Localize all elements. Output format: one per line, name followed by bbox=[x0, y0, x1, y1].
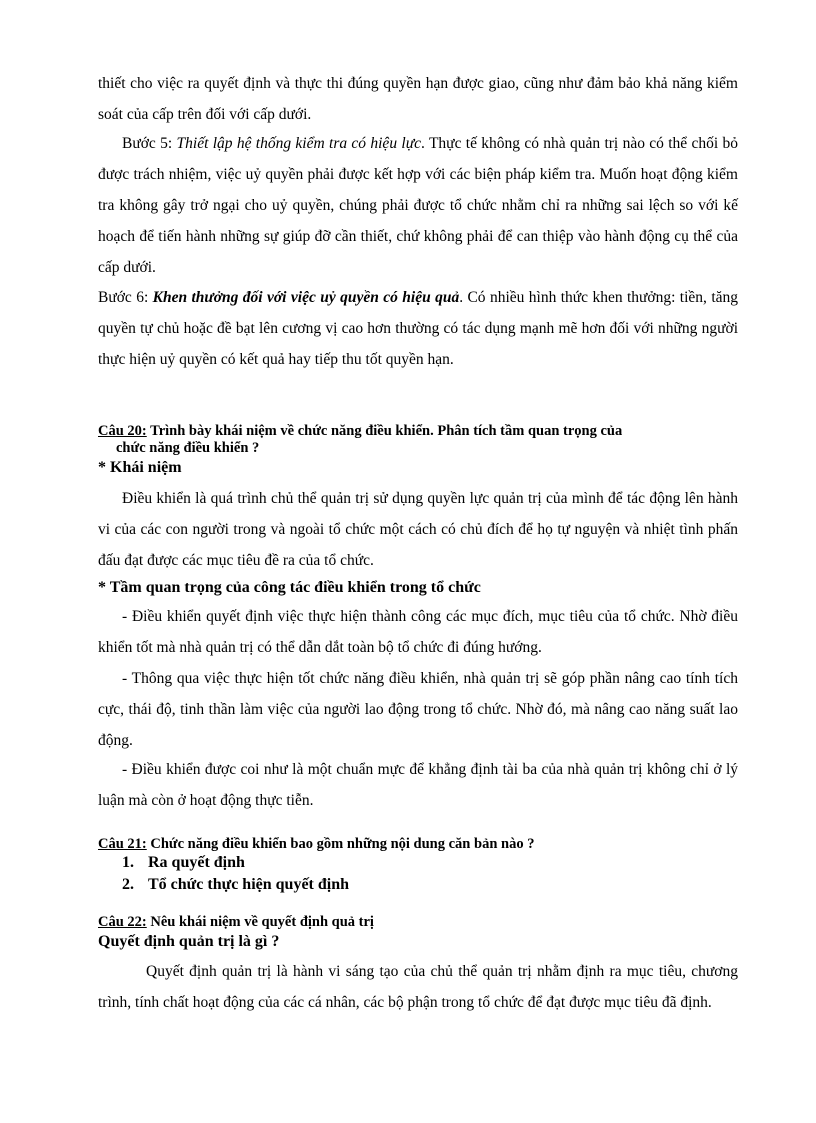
list-item: 2. Tổ chức thực hiện quyết định bbox=[122, 876, 350, 893]
question-22-subheading: Quyết định quản trị là gì ? bbox=[98, 933, 280, 950]
concept-heading: * Khái niệm bbox=[98, 459, 182, 476]
importance-point-3: - Điều khiển được coi như là một chuẩn mực để khẳng định tài ba của nhà quản trị không chỉ ở lý luận mà còn ở hoạt động thực tiễn. bbox=[98, 761, 738, 809]
list-item: 1. Ra quyết định bbox=[122, 854, 245, 871]
question-22-heading: Câu 22: Nêu khái niệm về quyết định quả trị bbox=[98, 914, 374, 930]
decision-definition-paragraph: Quyết định quản trị là hành vi sáng tạo của chủ thể quản trị nhằm định ra mục tiêu, chương trình, tính chất hoạt động của các cá nhân, các bộ phận trong tổ chức để đạt được mục tiêu đã định. bbox=[98, 963, 738, 1011]
importance-point-1: - Điều khiển quyết định việc thực hiện thành công các mục đích, mục tiêu của tổ chức. Nhờ điều khiển tốt mà nhà quản trị có thể dẫn dắt toàn bộ tổ chức đi đúng hướng. bbox=[98, 608, 738, 656]
question-22-label: Câu 22: bbox=[98, 914, 147, 930]
question-20-heading: Câu 20: Trình bày khái niệm về chức năng điều khiển. Phân tích tầm quan trọng của chức năng điều khiển ? bbox=[98, 423, 623, 456]
step-6-paragraph: Bước 6: Khen thưởng đối với việc uỷ quyền có hiệu quả. Có nhiều hình thức khen thưởng: tiền, tăng quyền tự chủ hoặc đề bạt lên cương vị cao hơn thường có tác dụng mạnh mẽ hơn đối với những người thực hiện uỷ quyền có kết quả hay tiếp thu tốt quyền hạn. bbox=[98, 289, 739, 368]
question-21-label: Câu 21: bbox=[98, 836, 147, 852]
question-21-heading: Câu 21: Chức năng điều khiển bao gồm những nội dung căn bản nào ? bbox=[98, 836, 535, 852]
importance-heading: * Tầm quan trọng của công tác điều khiển trong tổ chức bbox=[98, 579, 481, 596]
step-5-title: Thiết lập hệ thống kiểm tra có hiệu lực bbox=[176, 135, 422, 152]
intro-paragraph: thiết cho việc ra quyết định và thực thi đúng quyền hạn được giao, cũng như đảm bảo khả năng kiểm soát của cấp trên đối với cấp dưới. bbox=[98, 75, 738, 123]
importance-point-2: - Thông qua việc thực hiện tốt chức năng điều khiển, nhà quản trị sẽ góp phần nâng cao tính tích cực, thái độ, tinh thần làm việc của người lao động trong tổ chức. Nhờ đó, mà nâng cao năng suất lao động. bbox=[98, 670, 738, 749]
question-20-label: Câu 20: bbox=[98, 423, 147, 439]
concept-paragraph: Điều khiển là quá trình chủ thể quản trị sử dụng quyền lực quản trị của mình để tác động lên hành vi của các con người trong và ngoài tổ chức một cách có chủ đích để họ tự nguyện và nhiệt tình phấn đấu đạt được các mục tiêu đề ra của tổ chức. bbox=[98, 490, 738, 569]
step-6-title: Khen thưởng đối với việc uỷ quyền có hiệu quả bbox=[152, 289, 460, 306]
step-5-paragraph: Bước 5: Thiết lập hệ thống kiểm tra có hiệu lực. Thực tế không có nhà quản trị nào có thể chối bỏ được trách nhiệm, việc uỷ quyền phải được kết hợp với các biện pháp kiểm tra. Muốn hoạt động kiểm tra không gây trở ngại cho uỷ quyền, chúng phải được tổ chức nhằm chỉ ra những sai lệch so với kế hoạch để tiến hành những sự giúp đỡ cần thiết, chứ không phải để can thiệp vào hành động cụ thể của cấp dưới. bbox=[98, 135, 738, 276]
